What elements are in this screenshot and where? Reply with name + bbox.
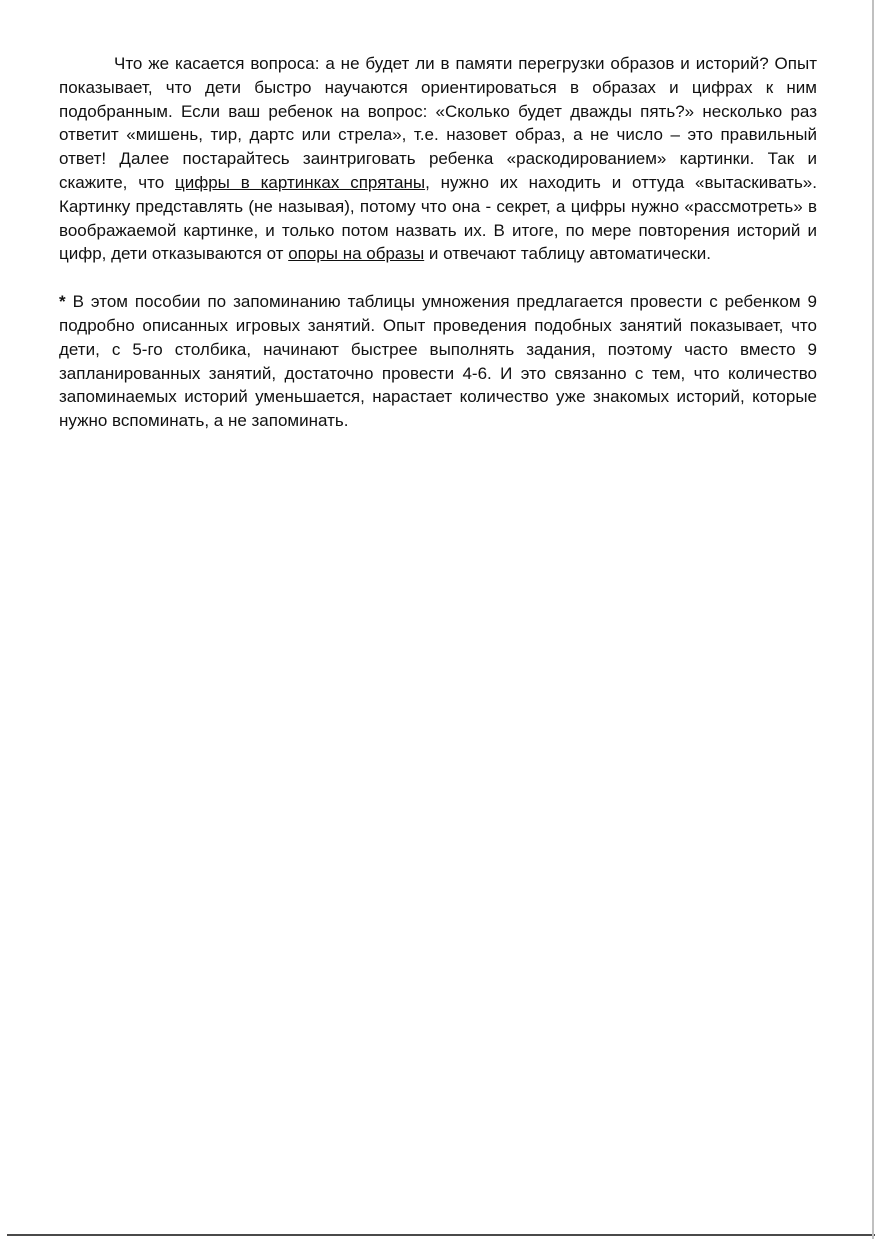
document-body [59, 52, 817, 457]
underlined-text-run: опоры на образы [288, 244, 425, 264]
main-paragraph [59, 52, 817, 266]
footnote-paragraph [59, 290, 817, 433]
text-run: , нужно их находить и оттуда «вытаскивать». Картинку представлять (не называя), потому что она - секрет, а цифры нужно «рассмотреть» в воображаемой картинке, и только потом назвать их. В итоге, по мере повторения историй и цифр, дети отказываются от [59, 172, 817, 264]
bold-text-run: * [59, 292, 66, 312]
text-run: и отвечают таблицу автоматически. [424, 244, 712, 264]
text-run: В этом пособии по запоминанию таблицы умножения предлагается провести с ребенком 9 подробно описанных игровых занятий. Опыт проведения подобных занятий показывает, что дети, с 5-го столбика, начинают быстрее выполнять задания, поэтому часто вместо 9 запланированных занятий, достаточно провести 4-6. И это связанно с тем, что количество запоминаемых историй уменьшается, нарастает количество уже знакомых историй, которые нужно вспоминать, а не запоминать. [59, 292, 817, 431]
page-edge-right [872, 0, 874, 1239]
underlined-text-run: цифры в картинках спрятаны [175, 172, 426, 192]
text-run: Что же касается вопроса: а не будет ли в памяти перегрузки образов и историй? Опыт показывает, что дети быстро научаются ориентироваться в образах и цифрах к ним подобранным. Если ваш ребенок на вопрос: «Сколько будет дважды пять?» несколько раз ответит «мишень, тир, дартс или стрела», т.е. назовет образ, а не число – это правильный ответ! Далее постарайтесь заинтриговать ребенка «раскодированием» картинки. Так и скажите, что [59, 54, 817, 192]
page-edge-bottom [7, 1234, 875, 1236]
